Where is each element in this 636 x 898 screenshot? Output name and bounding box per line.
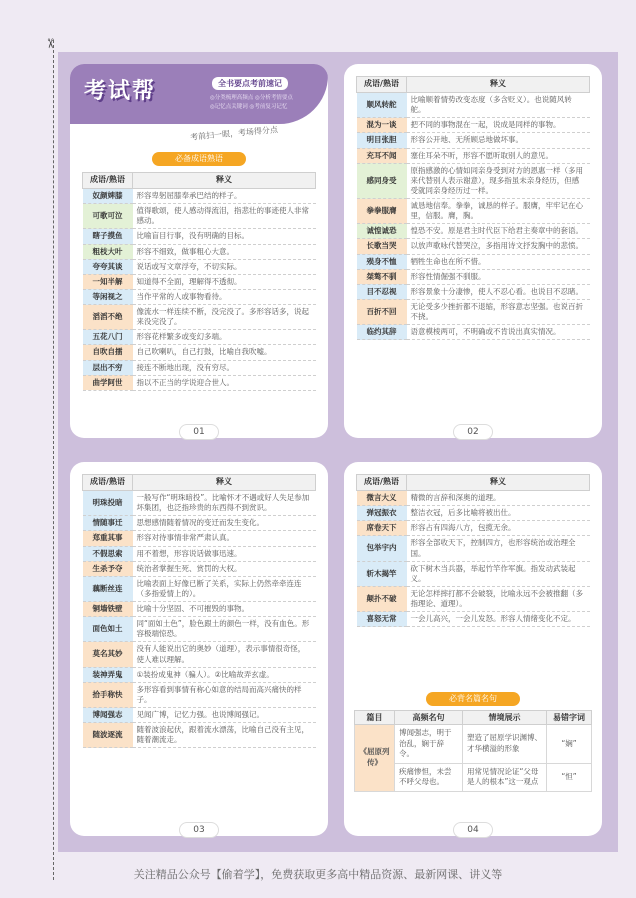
idiom-row — [83, 259, 316, 274]
idiom-meaning: 原指感激的心情如同亲身受到对方的恩惠一样（多用来代替别人表示谢意），现多指虽未亲身经历，但感受就同亲身经历过一样。 — [407, 163, 590, 198]
idiom-row — [357, 612, 590, 627]
idiom-term: 桀骜不驯 — [357, 269, 407, 284]
idiom-row — [357, 269, 590, 284]
idiom-row — [357, 325, 590, 340]
idiom-row — [357, 561, 590, 586]
classics-context: 用常见情况论证“父母是人的根本”这一观点 — [463, 763, 547, 791]
idiom-meaning: 惶恐不安。原是君主时代臣下给君主奏章中的套语。 — [407, 224, 590, 239]
idiom-term: 自吹自擂 — [83, 345, 133, 360]
idiom-meaning: 说话或写文章浮夸，不切实际。 — [133, 259, 316, 274]
idiom-meaning: 像流水一样连续不断，没完没了。多形容话多，说起来没完没了。 — [133, 305, 316, 330]
idiom-row — [83, 375, 316, 390]
idiom-term: 顺风转舵 — [357, 93, 407, 118]
idiom-meaning: 把不同的事物混在一起，说成是同样的事物。 — [407, 118, 590, 133]
classics-context: 塑造了屈原学识渊博、才华横溢的形象 — [463, 725, 547, 764]
idiom-meaning: 无论受多少挫折都不退缩，形容意志坚强。也说百折不挠。 — [407, 299, 590, 324]
idiom-row — [357, 506, 590, 521]
page-sheet — [58, 52, 618, 852]
idiom-term: 充耳不闻 — [357, 148, 407, 163]
idiom-row — [83, 708, 316, 723]
page-number: 02 — [453, 424, 493, 440]
section-title-classics: 必背名篇名句 — [426, 692, 520, 706]
card-page-04 — [344, 462, 602, 836]
idiom-meaning: 以放声歌咏代替哭泣，多指用诗文抒发胸中的悲愤。 — [407, 239, 590, 254]
idiom-meaning: 比喻表面上好像已断了关系，实际上仍然牵牵连连（多指爱情上的）。 — [133, 576, 316, 601]
idiom-meaning: 比喻盲目行事，没有明确的目标。 — [133, 229, 316, 244]
idiom-term: 长歌当哭 — [357, 239, 407, 254]
idiom-meaning: 多形容看到事情有称心如意的结局而高兴痛快的样子。 — [133, 682, 316, 707]
idiom-term: 殒身不恤 — [357, 254, 407, 269]
idiom-term: 弹冠振衣 — [357, 506, 407, 521]
brand-subtitle: 全书要点考前速记 — [212, 77, 288, 90]
idiom-term: 博闻强志 — [83, 708, 133, 723]
idiom-meaning: 用不着想，形容说话做事迅速。 — [133, 546, 316, 561]
idiom-term: 拾手称快 — [83, 682, 133, 707]
card-page-02 — [344, 64, 602, 438]
idiom-meaning: 值得歌颂，使人感动得流泪，指悲壮的事迹使人非常感动。 — [133, 204, 316, 229]
brand-header — [70, 64, 328, 124]
idiom-row — [357, 284, 590, 299]
idiom-row — [83, 345, 316, 360]
idiom-term: 奴颜婢膝 — [83, 189, 133, 204]
idiom-term: 不假思索 — [83, 546, 133, 561]
classics-row — [355, 725, 592, 764]
idiom-row — [83, 561, 316, 576]
idiom-meaning: 语意模棱两可，不明确或不肯说出真实情况。 — [407, 325, 590, 340]
column-header-meaning: 释义 — [133, 475, 316, 491]
idiom-term: 目不忍视 — [357, 284, 407, 299]
classics-quote: 博闻强志，明于治乱，娴于辞令。 — [395, 725, 463, 764]
scissors-icon: ✂ — [41, 38, 57, 49]
page-number: 04 — [453, 822, 493, 838]
idiom-row — [83, 516, 316, 531]
idiom-row — [83, 189, 316, 204]
idiom-meaning: ①装扮成鬼神（骗人）。②比喻故弄玄虚。 — [133, 667, 316, 682]
column-header-meaning: 释义 — [407, 77, 590, 93]
idiom-row — [357, 299, 590, 324]
classics-table — [354, 710, 592, 792]
idiom-meaning: 同“面如土色”，脸色跟土的颜色一样，没有血色。形容极端惊恐。 — [133, 617, 316, 642]
idiom-row — [83, 617, 316, 642]
idiom-row — [83, 531, 316, 546]
idiom-row — [83, 682, 316, 707]
idiom-term: 瞎子摸鱼 — [83, 229, 133, 244]
idiom-term: 五花八门 — [83, 330, 133, 345]
idiom-row — [357, 239, 590, 254]
idiom-table — [356, 76, 590, 340]
idiom-row — [357, 491, 590, 506]
idiom-row — [357, 536, 590, 561]
idiom-meaning: 形容公开地、无所顾忌地做坏事。 — [407, 133, 590, 148]
idiom-meaning: 牺牲生命也在所不惜。 — [407, 254, 590, 269]
idiom-term: 粗枝大叶 — [83, 244, 133, 259]
idiom-row — [83, 491, 316, 516]
idiom-row — [83, 229, 316, 244]
idiom-row — [357, 118, 590, 133]
idiom-term: 情随事迁 — [83, 516, 133, 531]
idiom-table — [82, 474, 316, 748]
idiom-term: 包举宇内 — [357, 536, 407, 561]
idiom-term: 等闲视之 — [83, 289, 133, 304]
idiom-row — [357, 521, 590, 536]
card-page-03 — [70, 462, 328, 836]
idiom-row — [83, 723, 316, 748]
idiom-meaning: 统治者掌握生死、赏罚的大权。 — [133, 561, 316, 576]
idiom-term: 一知半解 — [83, 274, 133, 289]
idiom-meaning: 一般写作“明珠暗投”。比喻怀才不遇或好人失足参加坏集团，也泛指珍贵的东西得不到赏识。 — [133, 491, 316, 516]
idiom-row — [357, 133, 590, 148]
idiom-term: 临约其辞 — [357, 325, 407, 340]
idiom-row — [83, 330, 316, 345]
page-number: 01 — [179, 424, 219, 440]
idiom-meaning: 形容花样繁多或变幻多端。 — [133, 330, 316, 345]
idiom-row — [83, 576, 316, 601]
idiom-meaning: 塞住耳朵不听，形容不愿听取别人的意见。 — [407, 148, 590, 163]
brand-mini-line: ◎记忆点关键词 ◎考前复习记忆 — [210, 104, 288, 110]
idiom-meaning: 形容景象十分凄惨，使人不忍心看。也说目不忍睹。 — [407, 284, 590, 299]
idiom-term: 席卷天下 — [357, 521, 407, 536]
idiom-row — [83, 305, 316, 330]
cut-line — [53, 40, 54, 880]
idiom-term: 颠扑不破 — [357, 586, 407, 611]
idiom-row — [83, 642, 316, 667]
idiom-row — [357, 254, 590, 269]
classics-piece: 《屈原列传》 — [355, 725, 395, 792]
column-header-meaning: 释义 — [133, 173, 316, 189]
idiom-term: 诚惶诚恐 — [357, 224, 407, 239]
idiom-row — [357, 148, 590, 163]
idiom-row — [83, 360, 316, 375]
idiom-term: 曲学阿世 — [83, 375, 133, 390]
idiom-meaning: 形容性情倔强不驯服。 — [407, 269, 590, 284]
column-header-meaning: 释义 — [407, 475, 590, 491]
footer-notice: 关注精品公众号【偷着学】，免费获取更多高中精品资源、最新网课、讲义等 — [133, 868, 503, 881]
idiom-table — [356, 474, 590, 627]
classics-error-word: “娴” — [547, 725, 592, 764]
idiom-meaning: 形容全部收天下，控制四方，也形容统治或治理全国。 — [407, 536, 590, 561]
classics-header-quote: 高频名句 — [395, 711, 463, 725]
idiom-meaning: 一会儿高兴，一会儿发怒。形容人情绪变化不定。 — [407, 612, 590, 627]
idiom-row — [357, 199, 590, 224]
idiom-meaning: 形容对待事情非常严肃认真。 — [133, 531, 316, 546]
idiom-term: 明目张胆 — [357, 133, 407, 148]
idiom-meaning: 形容不细致，做事粗心大意。 — [133, 244, 316, 259]
idiom-row — [83, 667, 316, 682]
idiom-meaning: 自己吹喇叭，自己打鼓，比喻自我吹嘘。 — [133, 345, 316, 360]
idiom-term: 夸夸其谈 — [83, 259, 133, 274]
idiom-term: 混为一谈 — [357, 118, 407, 133]
idiom-row — [83, 274, 316, 289]
idiom-term: 生杀予夺 — [83, 561, 133, 576]
idiom-term: 微言大义 — [357, 491, 407, 506]
card-page-01 — [70, 64, 328, 438]
idiom-term: 藕断丝连 — [83, 576, 133, 601]
column-header-term: 成语/熟语 — [357, 77, 407, 93]
idiom-meaning: 没有人能说出它的奥妙（道理），表示事情很奇怪，使人难以理解。 — [133, 642, 316, 667]
idiom-meaning: 形容卑躬屈膝奉承巴结的样子。 — [133, 189, 316, 204]
idiom-meaning: 精微的言辞和深奥的道理。 — [407, 491, 590, 506]
idiom-meaning: 整洁衣冠，后多比喻将被出仕。 — [407, 506, 590, 521]
idiom-term: 铜墙铁壁 — [83, 602, 133, 617]
idiom-term: 滔滔不绝 — [83, 305, 133, 330]
idiom-row — [83, 602, 316, 617]
classics-quote: 疾痛惨怛，未尝不呼父母也。 — [395, 763, 463, 791]
classics-header-piece: 篇目 — [355, 711, 395, 725]
idiom-term: 郑重其事 — [83, 531, 133, 546]
idiom-row — [83, 244, 316, 259]
idiom-meaning: 砍下树木当兵器，举起竹竿作军旗。指发动武装起义。 — [407, 561, 590, 586]
idiom-meaning: 比喻顺着情势改变态度（多含贬义）。也说随风转舵。 — [407, 93, 590, 118]
page-number: 03 — [179, 822, 219, 838]
idiom-meaning: 指以不正当的学说迎合世人。 — [133, 375, 316, 390]
section-title-idioms: 必备成语熟语 — [152, 152, 246, 166]
brand-title: 考试帮 — [84, 79, 157, 104]
idiom-meaning: 诚恳地信奉。拳拳，诚恳的样子。服膺，牢牢记在心里，信服。膺，胸。 — [407, 199, 590, 224]
idiom-meaning: 形容占有四海八方，包揽无余。 — [407, 521, 590, 536]
idiom-meaning: 知道得不全面，理解得不透彻。 — [133, 274, 316, 289]
idiom-meaning: 比喻十分坚固、不可摧毁的事物。 — [133, 602, 316, 617]
idiom-term: 随波逐流 — [83, 723, 133, 748]
idiom-term: 装神弄鬼 — [83, 667, 133, 682]
idiom-row — [83, 546, 316, 561]
idiom-term: 明珠投暗 — [83, 491, 133, 516]
column-header-term: 成语/熟语 — [357, 475, 407, 491]
brand-slogan: 考前扫一眼，考场得分点 — [189, 125, 279, 142]
classics-header-context: 情境展示 — [463, 711, 547, 725]
idiom-row — [357, 586, 590, 611]
idiom-row — [83, 204, 316, 229]
brand-mini-line: ◎分类梳理高频点 ◎分析考情要点 — [210, 95, 293, 101]
idiom-row — [83, 289, 316, 304]
idiom-meaning: 随着波浪起伏，跟着流水漂荡，比喻自己没有主见，随着潮流走。 — [133, 723, 316, 748]
idiom-table — [82, 172, 316, 391]
idiom-term: 层出不穷 — [83, 360, 133, 375]
idiom-term: 斩木揭竿 — [357, 561, 407, 586]
classics-header-error: 易错字词 — [547, 711, 592, 725]
idiom-meaning: 接连不断地出现，没有穷尽。 — [133, 360, 316, 375]
idiom-term: 感同身受 — [357, 163, 407, 198]
idiom-term: 莫名其妙 — [83, 642, 133, 667]
column-header-term: 成语/熟语 — [83, 475, 133, 491]
idiom-term: 百折不回 — [357, 299, 407, 324]
idiom-term: 可歌可泣 — [83, 204, 133, 229]
idiom-row — [357, 93, 590, 118]
idiom-meaning: 见闻广博，记忆力强。也说博闻强记。 — [133, 708, 316, 723]
idiom-meaning: 思想感情随着情况的变迁而发生变化。 — [133, 516, 316, 531]
idiom-term: 面色如土 — [83, 617, 133, 642]
idiom-meaning: 当作平常的人或事物看待。 — [133, 289, 316, 304]
idiom-meaning: 无论怎样摔打都不会破裂，比喻永远不会被推翻（多指理论、道理）。 — [407, 586, 590, 611]
idiom-term: 喜怒无常 — [357, 612, 407, 627]
column-header-term: 成语/熟语 — [83, 173, 133, 189]
idiom-row — [357, 224, 590, 239]
idiom-row — [357, 163, 590, 198]
classics-error-word: “怛” — [547, 763, 592, 791]
idiom-term: 拳拳服膺 — [357, 199, 407, 224]
